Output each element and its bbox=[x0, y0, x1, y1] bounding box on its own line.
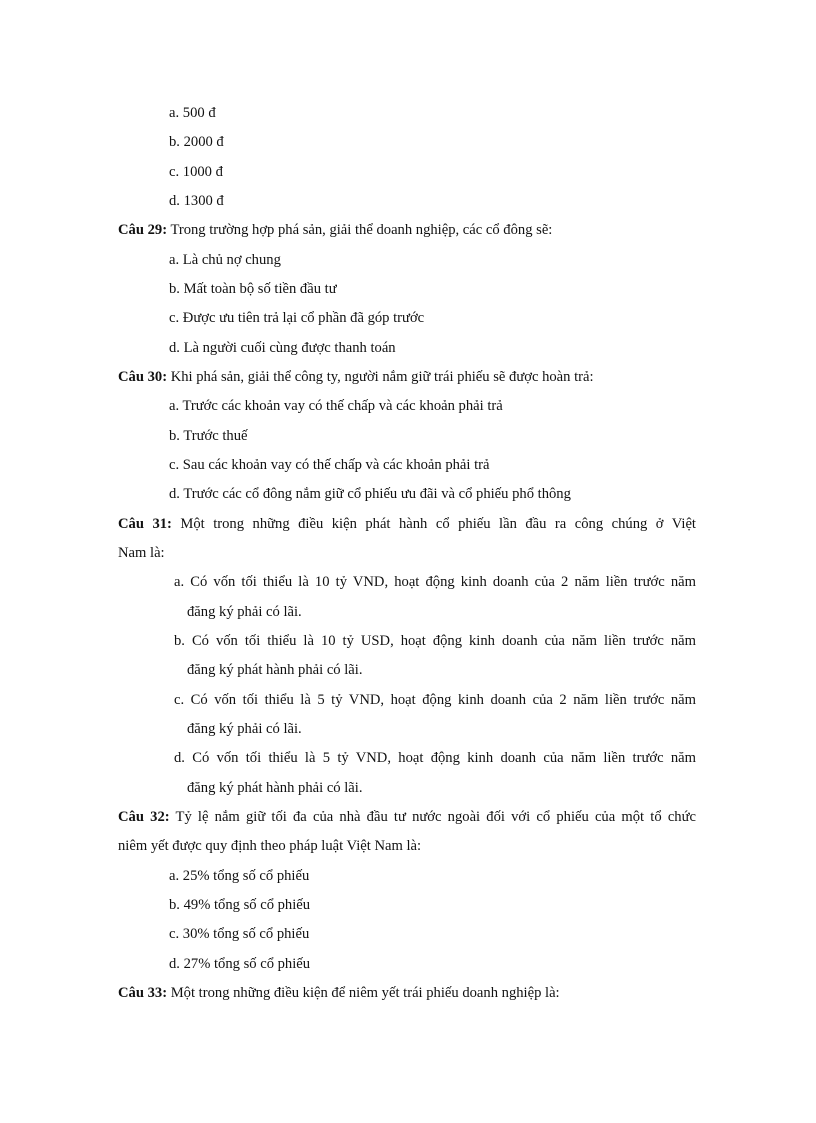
option-a: a. Là chủ nợ chung bbox=[169, 252, 281, 268]
option-c: c. Được ưu tiên trả lại cổ phần đã góp trước bbox=[169, 310, 425, 326]
option-b-cont: đăng ký phát hành phải có lãi. bbox=[187, 662, 363, 678]
question-text-cont: Nam là: bbox=[118, 545, 165, 561]
question-number: Câu 33: bbox=[118, 985, 168, 1001]
option-b: b. 49% tổng số cổ phiếu bbox=[169, 897, 311, 913]
option-b: b. Có vốn tối thiểu là 10 tỷ USD, hoạt động kinh doanh của năm liền trước năm bbox=[174, 633, 696, 649]
option-a-cont: đăng ký phải có lãi. bbox=[187, 604, 302, 620]
question-number: Câu 32: bbox=[118, 809, 170, 825]
question-number: Câu 31: bbox=[118, 516, 172, 532]
option-c: c. 1000 đ bbox=[169, 164, 223, 180]
option-c: c. Có vốn tối thiểu là 5 tỷ VND, hoạt động kinh doanh của 2 năm liền trước năm bbox=[174, 692, 696, 708]
option-d-cont: đăng ký phát hành phải có lãi. bbox=[187, 780, 363, 796]
option-b: b. 2000 đ bbox=[169, 134, 224, 150]
question-31 bbox=[118, 514, 696, 534]
question-text: Một trong những điều kiện để niêm yết trái phiếu doanh nghiệp là: bbox=[167, 985, 560, 1001]
option-a: a. 25% tổng số cổ phiếu bbox=[169, 868, 310, 884]
question-29 bbox=[118, 220, 552, 240]
question-text: Trong trường hợp phá sản, giải thể doanh nghiệp, các cổ đông sẽ: bbox=[167, 222, 553, 238]
option-d: d. 27% tổng số cổ phiếu bbox=[169, 956, 311, 972]
option-a: a. Có vốn tối thiểu là 10 tỷ VND, hoạt động kinh doanh của 2 năm liền trước năm bbox=[174, 574, 696, 590]
question-number: Câu 30: bbox=[118, 369, 168, 385]
option-d: d. Là người cuối cùng được thanh toán bbox=[169, 340, 396, 356]
question-text: Khi phá sản, giải thể công ty, người nắm giữ trái phiếu sẽ được hoàn trả: bbox=[167, 369, 594, 385]
question-33 bbox=[118, 983, 560, 1003]
option-d: d. 1300 đ bbox=[169, 193, 224, 209]
question-number: Câu 29: bbox=[118, 222, 168, 238]
question-30 bbox=[118, 367, 594, 387]
option-a: a. 500 đ bbox=[169, 105, 216, 121]
question-text: Một trong những điều kiện phát hành cổ phiếu lần đầu ra công chúng ở Việt bbox=[171, 516, 696, 532]
option-c: c. Sau các khoản vay có thế chấp và các khoản phải trả bbox=[169, 457, 490, 473]
option-d: d. Có vốn tối thiểu là 5 tỷ VND, hoạt động kinh doanh của năm liền trước năm bbox=[174, 750, 696, 766]
option-c-cont: đăng ký phải có lãi. bbox=[187, 721, 302, 737]
option-b: b. Trước thuế bbox=[169, 428, 248, 444]
option-b: b. Mất toàn bộ số tiền đầu tư bbox=[169, 281, 337, 297]
question-text-cont: niêm yết được quy định theo pháp luật Việt Nam là: bbox=[118, 838, 422, 854]
option-d: d. Trước các cổ đông nắm giữ cổ phiếu ưu đãi và cổ phiếu phổ thông bbox=[169, 486, 571, 502]
option-a: a. Trước các khoản vay có thế chấp và các khoản phải trả bbox=[169, 398, 503, 414]
question-32 bbox=[118, 807, 696, 827]
option-c: c. 30% tổng số cổ phiếu bbox=[169, 926, 310, 942]
question-text: Tỷ lệ nắm giữ tối đa của nhà đầu tư nước ngoài đối với cổ phiếu của một tổ chức bbox=[169, 809, 696, 825]
